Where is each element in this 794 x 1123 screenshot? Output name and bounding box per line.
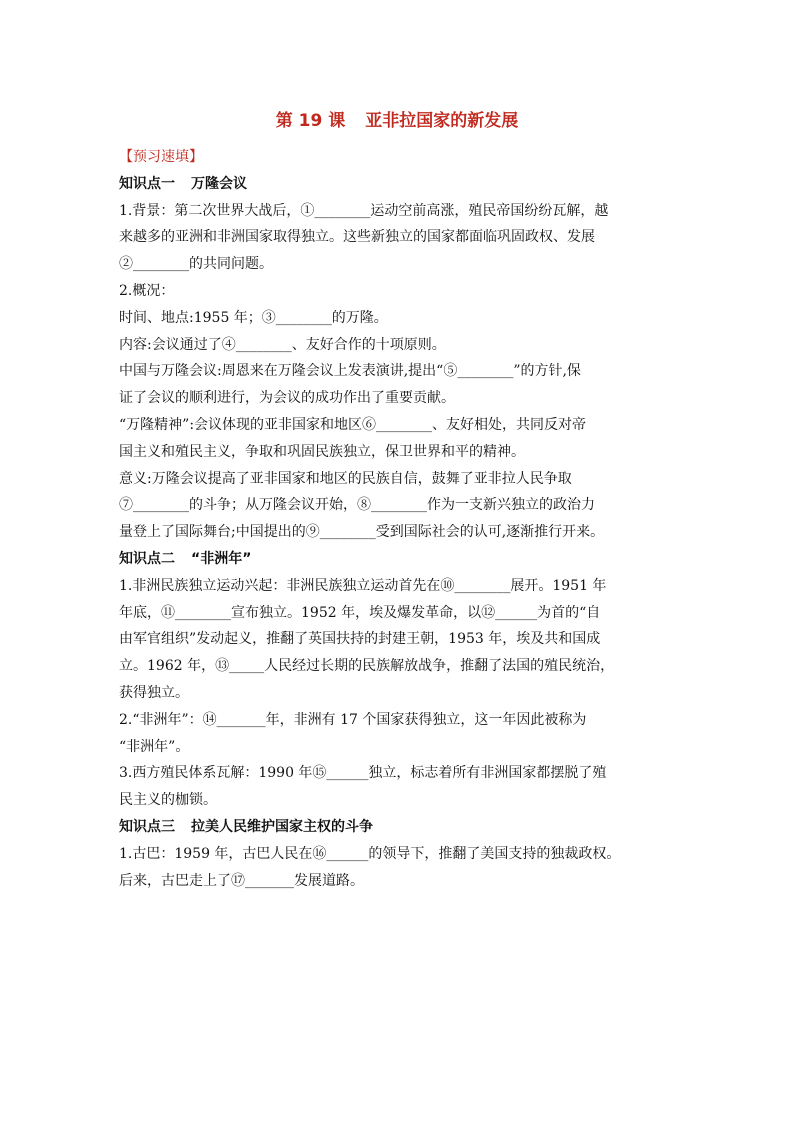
text-line: 内容:会议通过了④________、友好合作的十项原则。 — [119, 336, 446, 353]
text-line: 年底，⑪________宣布独立。1952 年，埃及爆发革命，以⑫______为首的“自 — [119, 604, 601, 621]
text-line: 1.背景：第二次世界大战后，①________运动空前高涨，殖民帝国纷纷瓦解，越 — [119, 202, 609, 219]
text-line: 1.非洲民族独立运动兴起：非洲民族独立运动首先在⑩________展开。1951 年 — [119, 577, 607, 594]
text-line: 证了会议的顺利进行，为会议的成功作出了重要贡献。 — [119, 390, 455, 407]
text-line: 1.古巴：1959 年，古巴人民在⑯______的领导下，推翻了美国支持的独裁政权。 — [119, 845, 621, 862]
section-tag: 【预习速填】 — [119, 149, 203, 165]
text-line: 由军官组织”发动起义，推翻了英国扶持的封建王朝，1953 年，埃及共和国成 — [119, 631, 601, 648]
heading-k2-num: 知识点二 — [119, 550, 175, 567]
text-line: 获得独立。 — [119, 684, 189, 701]
lesson-name: 亚非拉国家的新发展 — [365, 111, 519, 131]
heading-k1 — [119, 171, 679, 198]
text-line: “万隆精神”:会议体现的亚非国家和地区⑥________、友好相处，共同反对帝 — [119, 416, 587, 433]
heading-k2-title: “非洲年” — [191, 550, 252, 567]
text-line: 2.概况： — [119, 282, 175, 299]
heading-k3 — [119, 814, 679, 841]
text-line: ⑦________的斗争；从万隆会议开始，⑧________作为一支新兴独立的政治力 — [119, 497, 595, 514]
heading-k1-num: 知识点一 — [119, 175, 175, 192]
text-line: 2.“非洲年”：⑭_______年，非洲有 17 个国家获得独立，这一年因此被称为 — [119, 711, 587, 728]
text-line: ②________的共同问题。 — [119, 256, 273, 273]
text-line: 意义:万隆会议提高了亚非国家和地区的民族自信，鼓舞了亚非拉人民争取 — [119, 470, 572, 487]
text-line: 民主义的枷锁。 — [119, 792, 217, 809]
lesson-number: 第 19 课 — [275, 111, 346, 131]
text-line: 时间、地点:1955 年；③________的万隆。 — [119, 309, 388, 326]
text-line: 后来，古巴走上了⑰_______发展道路。 — [119, 872, 364, 889]
text-line: 中国与万隆会议:周恩来在万隆会议上发表演讲,提出“⑤________”的方针,保 — [119, 363, 581, 380]
heading-k2 — [119, 546, 679, 573]
text-line: 3.西方殖民体系瓦解：1990 年⑮______独立，标志着所有非洲国家都摆脱了殖 — [119, 765, 607, 782]
heading-k3-title: 拉美人民维护国家主权的斗争 — [191, 818, 373, 835]
text-line: 量登上了国际舞台;中国提出的⑨________受到国际社会的认可,逐渐推行开来。 — [119, 524, 605, 541]
text-line: “非洲年”。 — [119, 738, 190, 755]
heading-k3-num: 知识点三 — [119, 818, 175, 835]
lesson-title — [0, 106, 794, 131]
text-line: 来越多的亚洲和非洲国家取得独立。这些新独立的国家都面临巩固政权、发展 — [119, 229, 595, 246]
text-line: 立。1962 年，⑬_____人民经过长期的民族解放战争，推翻了法国的殖民统治， — [119, 658, 615, 675]
document-body — [119, 144, 679, 894]
heading-k1-title: 万隆会议 — [191, 175, 247, 192]
text-line: 国主义和殖民主义，争取和巩固民族独立，保卫世界和平的精神。 — [119, 443, 525, 460]
